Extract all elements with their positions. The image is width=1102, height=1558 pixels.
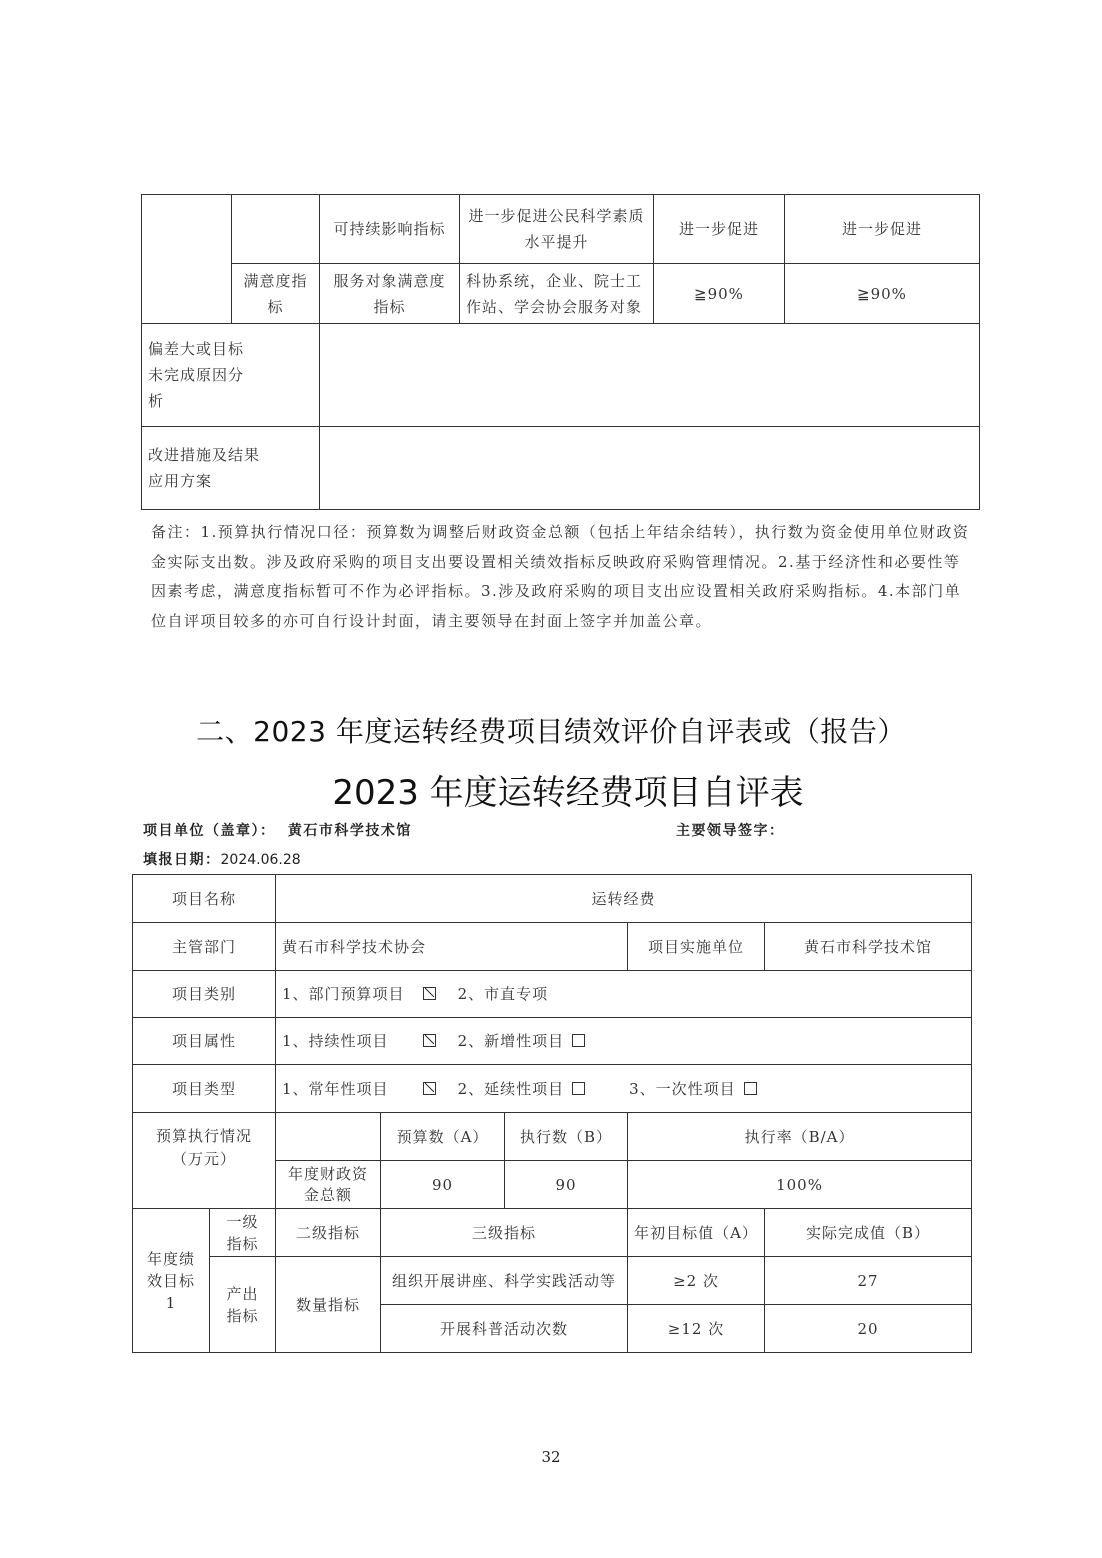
budget-col-rate: 执行率（B/A） [628,1113,972,1161]
section-title: 二、2023 年度运转经费项目绩效评价自评表或（报告） [196,715,906,748]
checkbox-unchecked-icon[interactable] [572,1082,585,1095]
h-level3: 三级指标 [381,1209,628,1257]
qty-label: 数量指标 [276,1257,381,1353]
checkbox-checked-icon[interactable] [423,1082,436,1095]
category-opt1: 1、部门预算项目 [282,985,405,1003]
empty-cell [142,195,232,324]
unit-label: 项目单位（盖章）： [143,823,276,839]
form-title: 2023 年度运转经费项目自评表 [332,773,804,813]
top-table [141,194,980,510]
attr-label: 项目属性 [133,1018,276,1065]
h-actual: 实际完成值（B） [765,1209,972,1257]
unit-line [143,820,412,840]
type-label: 项目类型 [133,1065,276,1113]
form-table [132,874,972,1353]
improvement-value [320,427,980,510]
indicator-cell: 科协系统，企业、院士工作站、学会协会服务对象 [460,264,654,324]
checkbox-unchecked-icon[interactable] [744,1082,757,1095]
type-opt2: 2、延续性项目 [457,1079,565,1098]
dept-label: 主管部门 [133,923,276,971]
page-number: 32 [541,1448,561,1466]
budget-col-b: 执行数（B） [505,1113,628,1161]
budget-rate: 100% [628,1161,972,1209]
unit-value: 黄石市科学技术馆 [287,823,412,839]
budget-a: 90 [381,1161,505,1209]
attr-opt1: 1、持续性项目 [282,1032,389,1050]
row1-target: ≥2 次 [628,1257,765,1305]
improvement-label: 改进措施及结果应用方案 [142,427,320,510]
actual-cell: ≧90% [785,264,980,324]
output-label: 产出指标 [210,1257,276,1353]
date-value: 2024.06.28 [220,852,301,868]
row2-actual: 20 [765,1305,972,1353]
type-opt1: 1、常年性项目 [282,1079,389,1098]
goal-label: 年度绩效目标 1 [133,1209,210,1353]
date-line [143,849,301,869]
row1-indicator: 组织开展讲座、科学实践活动等 [381,1257,628,1305]
impl-label-text: 项目实施单位 [648,937,745,956]
indicator-cell: 进一步促进公民科学素质水平提升 [460,195,654,264]
level3-cell: 可持续影响指标 [320,195,460,264]
empty-cell [232,195,320,264]
h-target: 年初目标值（A） [628,1209,765,1257]
actual-cell: 进一步促进 [785,195,980,264]
attr-opt2: 2、新增性项目 [457,1032,565,1050]
type-opt3: 3、一次性项目 [629,1079,736,1098]
target-cell: 进一步促进 [654,195,785,264]
level3-cell: 服务对象满意度指标 [320,264,460,324]
budget-b: 90 [505,1161,628,1209]
category-label: 项目类别 [133,971,276,1018]
deviation-value [320,324,980,427]
date-label: 填报日期： [143,852,221,868]
name-value: 运转经费 [276,875,972,923]
deviation-label: 偏差大或目标未完成原因分析 [142,324,320,427]
h-level1: 一级指标 [210,1209,276,1257]
category-opt2: 2、市直专项 [457,985,549,1003]
checkbox-unchecked-icon[interactable] [572,1034,585,1047]
h-level2: 二级指标 [276,1209,381,1257]
budget-col-a: 预算数（A） [381,1113,505,1161]
budget-label: 预算执行情况（万元） [133,1113,276,1209]
category-options [276,971,972,1018]
budget-row-label: 年度财政资金总额 [276,1161,381,1209]
target-cell: ≧90% [654,264,785,324]
empty-cell [276,1113,381,1161]
row2-indicator: 开展科普活动次数 [381,1305,628,1353]
row2-target: ≥12 次 [628,1305,765,1353]
row1-actual: 27 [765,1257,972,1305]
level2-cell: 满意度指标 [232,264,320,324]
leader-label: 主要领导签字： [676,823,785,839]
type-options [276,1065,972,1113]
dept-value: 黄石市科学技术协会 [276,923,628,971]
note-text: 备注：1.预算执行情况口径：预算数为调整后财政资金总额（包括上年结余结转），执行数为资金使用单位财政资金实际支出数。涉及政府采购的项目支出要设置相关绩效指标反映政府采购管理情况。2.基于经济性和必要性等因素考虑，满意度指标暂可不作为必评指标。3.涉及政府采购的项目支出应设置相关政府采购指标。4.本部门单位自评项目较多的亦可自行设计封面，请主要领导在封面上签字并加盖公章。 [151,523,970,630]
name-label: 项目名称 [133,875,276,923]
attr-options [276,1018,972,1065]
impl-value: 黄石市科学技术馆 [765,923,972,971]
checkbox-checked-icon[interactable] [423,1034,436,1047]
checkbox-checked-icon[interactable] [423,987,436,1000]
impl-label [628,923,765,971]
